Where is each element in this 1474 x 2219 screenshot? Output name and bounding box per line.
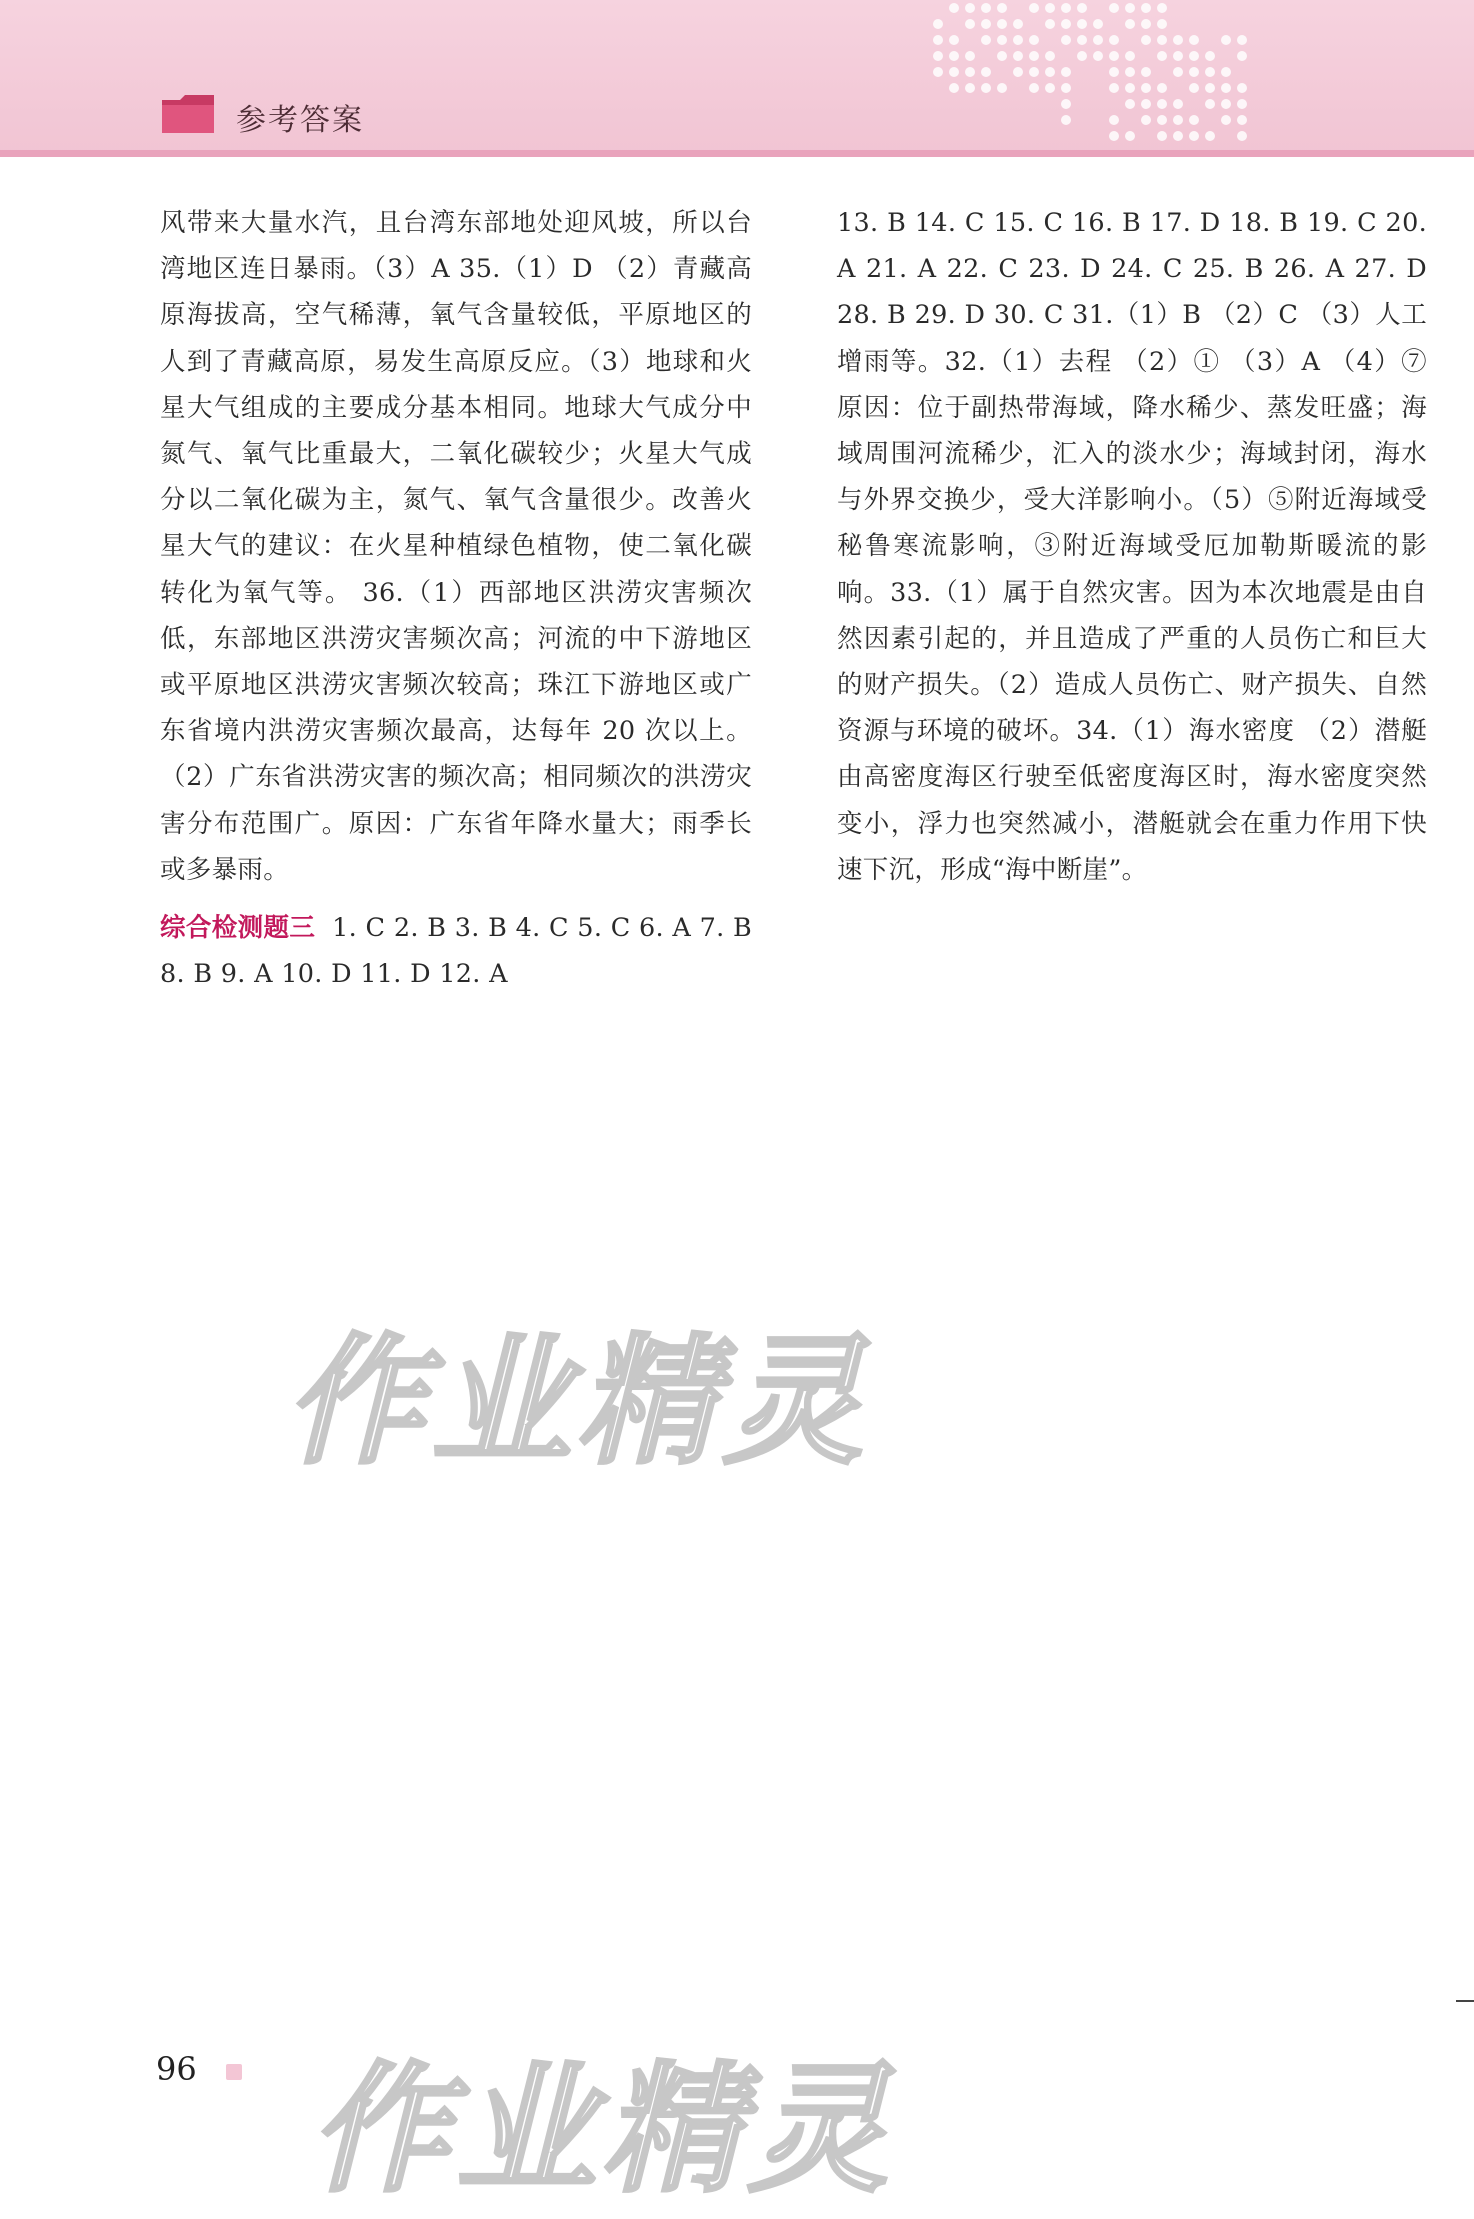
decoration-dot: [949, 3, 959, 13]
decoration-dot: [1045, 3, 1055, 13]
decoration-dot: [1189, 51, 1199, 61]
decoration-dot: [1173, 99, 1183, 109]
decoration-dot: [1157, 51, 1167, 61]
decoration-dot: [1045, 19, 1055, 29]
decoration-dot: [1029, 83, 1039, 93]
decoration-dot: [1109, 67, 1119, 77]
decoration-dot: [997, 51, 1007, 61]
decoration-dot: [933, 67, 943, 77]
decoration-dot: [981, 19, 991, 29]
decoration-dot: [1077, 35, 1087, 45]
decoration-dot: [1157, 35, 1167, 45]
header-divider: [0, 150, 1474, 157]
decoration-dot: [949, 67, 959, 77]
decoration-dot: [1141, 99, 1151, 109]
decoration-dot: [1237, 35, 1247, 45]
decoration-dot: [1109, 51, 1119, 61]
decoration-dot: [933, 19, 943, 29]
decoration-dot: [1077, 51, 1087, 61]
decoration-dot: [1061, 19, 1071, 29]
decoration-dot: [1061, 67, 1071, 77]
decoration-dot: [1061, 115, 1071, 125]
decoration-dot: [1237, 83, 1247, 93]
decoration-dot: [1173, 67, 1183, 77]
decoration-dot: [1221, 99, 1231, 109]
decoration-dot: [1141, 83, 1151, 93]
decoration-dot: [965, 83, 975, 93]
decoration-dot: [1061, 3, 1071, 13]
decoration-dot: [1141, 35, 1151, 45]
decoration-dot: [1077, 3, 1087, 13]
decoration-dot: [1093, 51, 1103, 61]
decoration-dot: [1061, 99, 1071, 109]
page-header-title: 参考答案: [236, 103, 364, 138]
decoration-dot: [1061, 35, 1071, 45]
decoration-dot: [1205, 99, 1215, 109]
decoration-dot: [1205, 51, 1215, 61]
decoration-dot: [997, 35, 1007, 45]
decoration-dot: [1173, 131, 1183, 141]
watermark: 作业精灵: [310, 2049, 895, 2212]
dot-pattern-decoration: [930, 0, 1260, 150]
decoration-dot: [933, 51, 943, 61]
decoration-dot: [981, 67, 991, 77]
answer-column-right: [837, 200, 1427, 893]
decoration-dot: [1013, 19, 1023, 29]
page-number: 96: [156, 2050, 197, 2088]
decoration-dot: [1093, 19, 1103, 29]
decoration-dot: [1125, 3, 1135, 13]
decoration-dot: [981, 35, 991, 45]
decoration-dot: [1125, 51, 1135, 61]
answer-paragraph: 1. C 2. B 3. B 4. C 5. C 6. A 7. B 8. B 9. A 10. D 11. D 12. A: [160, 913, 753, 990]
decoration-dot: [981, 3, 991, 13]
decoration-dot: [965, 51, 975, 61]
decoration-dot: [1045, 67, 1055, 77]
page-header: [0, 0, 1474, 157]
decoration-dot: [949, 35, 959, 45]
decoration-dot: [1109, 131, 1119, 141]
decoration-dot: [1125, 83, 1135, 93]
decoration-dot: [1221, 115, 1231, 125]
decoration-dot: [1109, 83, 1119, 93]
watermark: 作业精灵: [285, 1321, 870, 1484]
decoration-dot: [1141, 115, 1151, 125]
decoration-dot: [1125, 67, 1135, 77]
spacer: [160, 893, 752, 905]
decoration-dot: [1221, 35, 1231, 45]
decoration-dot: [1013, 51, 1023, 61]
decoration-dot: [1077, 19, 1087, 29]
decoration-dot: [1125, 19, 1135, 29]
decoration-dot: [1061, 83, 1071, 93]
decoration-dot: [1205, 83, 1215, 93]
decoration-dot: [1173, 35, 1183, 45]
decoration-dot: [1045, 51, 1055, 61]
decoration-dot: [965, 67, 975, 77]
decoration-dot: [1125, 99, 1135, 109]
decoration-dot: [1221, 83, 1231, 93]
decoration-dot: [1157, 131, 1167, 141]
decoration-dot: [1237, 115, 1247, 125]
decoration-dot: [1157, 83, 1167, 93]
section-heading: 综合检测题三: [160, 913, 316, 944]
decoration-dot: [1221, 67, 1231, 77]
decoration-dot: [1109, 115, 1119, 125]
decoration-dot: [997, 19, 1007, 29]
answer-paragraph: 13. B 14. C 15. C 16. B 17. D 18. B 19. C 20. A 21. A 22. C 23. D 24. C 25. B 26. A 27. D 28. B 29. D 30. C 31.（1）B （2）C （3）人工增雨等。32.（1）去程 （2）① （3）A （4）⑦ 原因：位于副热带海域，降水稀少、蒸发旺盛；海域周围河流稀少，汇入的淡水少；海域封闭，海水与外界交换少，受大洋影响小。（5）⑤附近海域受秘鲁寒流影响，③附近海域受厄加勒斯暖流的影响。33.（1）属于自然灾害。因为本次地震是由自然因素引起的，并且造成了严重的人员伤亡和巨大的财产损失。（2）造成人员伤亡、财产损失、自然资源与环境的破坏。34.（1）海水密度 （2）潜艇由高密度海区行驶至低密度海区时，海水密度突然变小，浮力也突然减小，潜艇就会在重力作用下快速下沉，形成“海中断崖”。: [837, 208, 1427, 885]
decoration-dot: [997, 3, 1007, 13]
answer-paragraph: 风带来大量水汽，且台湾东部地处迎风坡，所以台湾地区连日暴雨。（3）A 35.（1）D （2）青藏高原海拔高，空气稀薄，氧气含量较低，平原地区的人到了青藏高原，易发生高原反应。（3）地球和火星大气组成的主要成分基本相同。地球大气成分中氮气、氧气比重最大，二氧化碳较少；火星大气成分以二氧化碳为主，氮气、氧气含量很少。改善火星大气的建议：在火星种植绿色植物，使二氧化碳转化为氧气等。 36.（1）西部地区洪涝灾害频次低，东部地区洪涝灾害频次高；河流的中下游地区或平原地区洪涝灾害频次较高；珠江下游地区或广东省境内洪涝灾害频次最高，达每年 20 次以上。（2）广东省洪涝灾害的频次高；相同频次的洪涝灾害分布范围广。原因：广东省年降水量大；雨季长或多暴雨。: [160, 208, 752, 885]
decoration-dot: [1189, 83, 1199, 93]
decoration-dot: [1237, 51, 1247, 61]
decoration-dot: [1189, 115, 1199, 125]
decoration-dot: [949, 51, 959, 61]
decoration-dot: [1237, 99, 1247, 109]
folder-icon: [160, 92, 216, 136]
decoration-dot: [1189, 67, 1199, 77]
decoration-dot: [949, 83, 959, 93]
decoration-dot: [1013, 35, 1023, 45]
decoration-dot: [1109, 35, 1119, 45]
page-number-marker: [226, 2064, 242, 2080]
decoration-dot: [1173, 115, 1183, 125]
decoration-dot: [965, 3, 975, 13]
decoration-dot: [1109, 3, 1119, 13]
decoration-dot: [1141, 19, 1151, 29]
decoration-dot: [1157, 99, 1167, 109]
decoration-dot: [1093, 35, 1103, 45]
decoration-dot: [981, 83, 991, 93]
decoration-dot: [1205, 131, 1215, 141]
decoration-dot: [1045, 83, 1055, 93]
decoration-dot: [1189, 35, 1199, 45]
decoration-dot: [965, 19, 975, 29]
decoration-dot: [1141, 67, 1151, 77]
decoration-dot: [1141, 3, 1151, 13]
decoration-dot: [997, 83, 1007, 93]
answer-paragraph-section-three: [160, 905, 752, 997]
decoration-dot: [1189, 131, 1199, 141]
decoration-dot: [1125, 131, 1135, 141]
decoration-dot: [1157, 3, 1167, 13]
decoration-dot: [1157, 115, 1167, 125]
decoration-dot: [1029, 3, 1039, 13]
decoration-dot: [1029, 35, 1039, 45]
decoration-dot: [1029, 67, 1039, 77]
edge-mark: [1456, 2000, 1474, 2002]
decoration-dot: [1157, 19, 1167, 29]
decoration-dot: [1173, 51, 1183, 61]
decoration-dot: [1013, 67, 1023, 77]
answer-column-left: [160, 200, 752, 997]
decoration-dot: [1237, 131, 1247, 141]
decoration-dot: [1029, 51, 1039, 61]
decoration-dot: [1205, 67, 1215, 77]
decoration-dot: [933, 35, 943, 45]
